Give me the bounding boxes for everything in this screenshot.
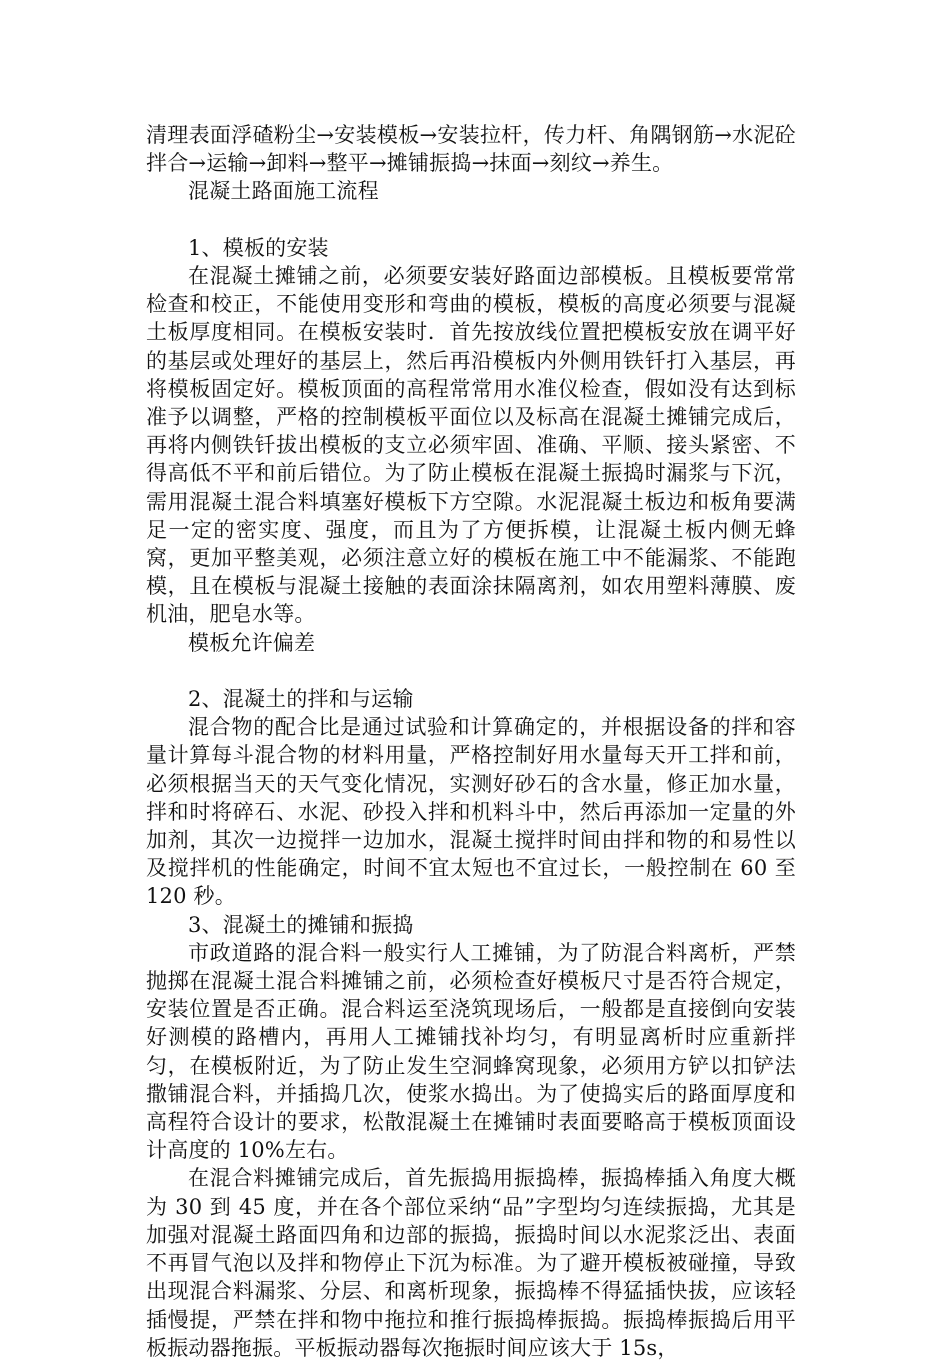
section-2-body: 混合物的配合比是通过试验和计算确定的，并根据设备的拌和容量计算每斗混合物的材料用量，严格控制好用水量每天开工拌和前，必须根据当天的天气变化情况，实测好砂石的含水量，修正加水量，拌和时将碎石、水泥、砂投入拌和机料斗中，然后再添加一定量的外加剂，其次一边搅拌一边加水，混凝土搅拌时间由拌和物的和易性以及搅拌机的性能确定，时间不宜太短也不宜过长，一般控制在 60 至 120 秒。 xyxy=(146,715,796,909)
section-3-body-1: 市政道路的混合料一般实行人工摊铺，为了防混合料离析，严禁抛掷在混凝土混合料摊铺之前，必须检查好模板尺寸是否符合规定，安装位置是否正确。混合料运至浇筑现场后，一般都是直接倒向安装好测模的路槽内，再用人工摊铺找补均匀，有明显离析时应重新拌匀，在模板附近，为了防止发生空洞蜂窝现象，必须用方铲以扣铲法撒铺混合料，并插捣几次，使浆水捣出。为了使捣实后的路面厚度和高程符合设计的要求，松散混凝土在摊铺时表面要略高于模板顶面设计高度的 10%左右。 xyxy=(146,940,796,1163)
flow-text: 清理表面浮碴粉尘→安装模板→安装拉杆，传力杆、角隅钢筋→水泥砼拌合→运输→卸料→整平→摊铺振捣→抹面→刻纹→养生。 xyxy=(146,123,796,176)
section-3-body-2: 在混合料摊铺完成后，首先振捣用振捣棒，振捣棒插入角度大概为 30 到 45 度，并在各个部位采纳“品”字型均匀连续振捣，尤其是加强对混凝土路面四角和边部的振捣，振捣时间以水泥浆泛出、表面不再冒气泡以及拌和物停止下沉为标准。为了避开模板被碰撞，导致出现混合料漏浆、分层、和离析现象，振捣棒不得猛插快拔，应该轻插慢提，严禁在拌和物中拖拉和推行振捣棒振捣。振捣棒振捣后用平板振动器拖振。平板振动器每次拖振时间应该大于 15s， xyxy=(146,1166,796,1360)
section-1-heading: 1、模板的安装 xyxy=(188,235,329,260)
section-1-body: 在混凝土摊铺之前，必须要安装好路面边部模板。且模板要常常检查和校正，不能使用变形和弯曲的模板，模板的高度必须要与混凝土板厚度相同。在模板安装时．首先按放线位置把模板安放在调平好的基层或处理好的基层上，然后再沿模板内外侧用铁钎打入基层，再将模板固定好。模板顶面的高程常常用水准仪检查，假如没有达到标准予以调整，严格的控制模板平面位以及标高在混凝土摊铺完成后，再将内侧铁钎拔出模板的支立必须牢固、准确、平顺、接头紧密、不得高低不平和前后错位。为了防止模板在混凝土振捣时漏浆与下沉，需用混凝土混合料填塞好模板下方空隙。水泥混凝土板边和板角要满足一定的密实度、强度，而且为了方便拆模，让混凝土板内侧无蜂窝，更加平整美观，必须注意立好的模板在施工中不能漏浆、不能跑模，且在模板与混凝土接触的表面涂抹隔离剂，如农用塑料薄膜、废机油，肥皂水等。 xyxy=(146,264,796,627)
section-2-heading: 2、混凝土的拌和与运输 xyxy=(188,687,414,712)
blank-line xyxy=(146,657,796,685)
section-3-heading: 3、混凝土的摊铺和振捣 xyxy=(188,912,414,937)
document-page xyxy=(146,121,796,1362)
flow-caption: 混凝土路面施工流程 xyxy=(188,179,379,204)
section-1-caption: 模板允许偏差 xyxy=(188,630,316,655)
blank-line xyxy=(146,206,796,234)
